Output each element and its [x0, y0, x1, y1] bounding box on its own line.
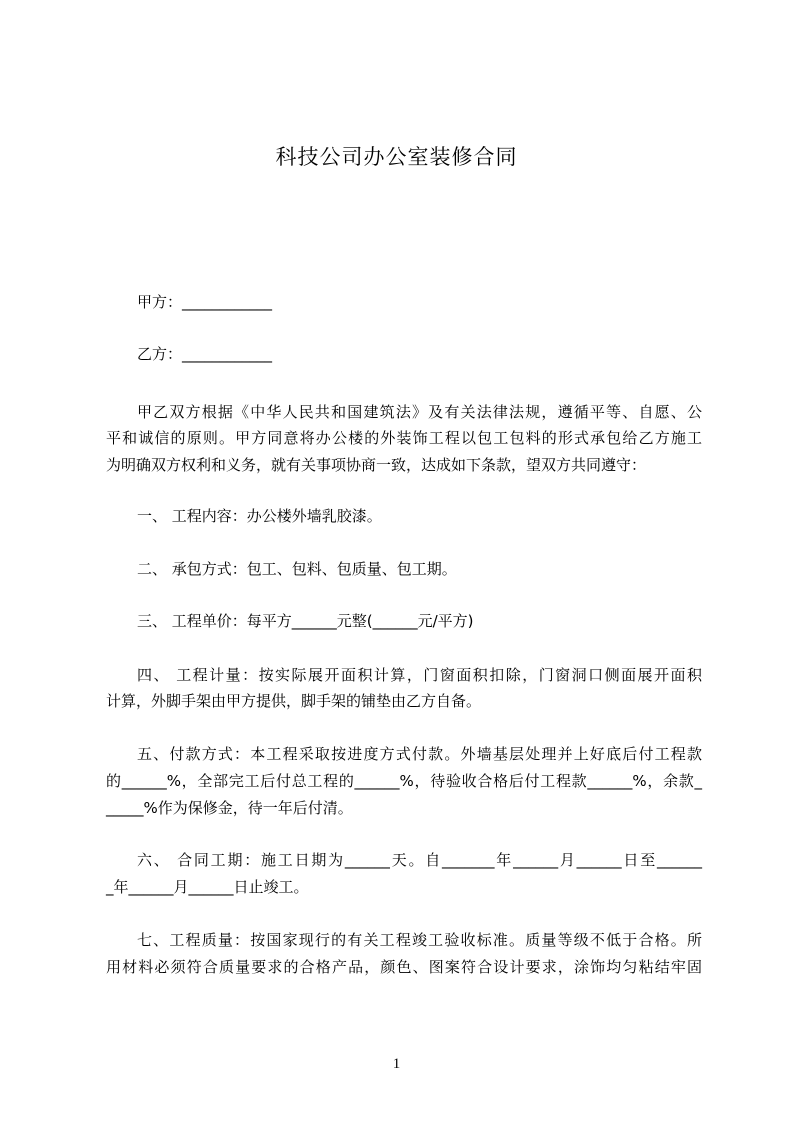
clause-7-line-1: 七、工程质量：按国家现行的有关工程竣工验收标准。质量等级不低于合格。所: [137, 931, 702, 949]
page-number: 1: [392, 1056, 401, 1072]
party-a-line: 甲方：____________: [137, 293, 273, 311]
clause-6-line-1: 六、 合同工期：施工日期为______天。自_______年______月______日至______: [137, 851, 702, 869]
document-title: 科技公司办公室装修合同: [275, 145, 518, 169]
clause-2-line: 二、 承包方式：包工、包料、包质量、包工期。: [137, 560, 457, 578]
clause-5-line-1: 五、付款方式：本工程采取按进度方式付款。外墙基层处理并上好底后付工程款: [137, 745, 702, 763]
party-b-line: 乙方：____________: [137, 345, 273, 363]
clause-5-line-2: 的______%，全部完工后付总工程的______%，待验收合格后付工程款______%，余款_: [106, 772, 702, 790]
preamble-line-3: 为明确双方权利和义务，就有关事项协商一致，达成如下条款，望双方共同遵守：: [106, 456, 647, 474]
preamble-line-1: 甲乙双方根据《中华人民共和国建筑法》及有关法律法规，遵循平等、自愿、公: [137, 403, 702, 421]
clause-3-line: 三、 工程单价：每平方______元整(______元/平方): [137, 612, 474, 630]
clause-7-line-2: 用材料必须符合质量要求的合格产品，颜色、图案符合设计要求，涂饰均匀粘结牢固: [106, 958, 702, 976]
preamble-line-2: 平和诚信的原则。甲方同意将办公楼的外装饰工程以包工包料的形式承包给乙方施工: [106, 429, 702, 447]
clause-4-line-2: 计算，外脚手架由甲方提供，脚手架的铺垫由乙方自备。: [106, 692, 482, 710]
clause-4-line-1: 四、 工程计量：按实际展开面积计算，门窗面积扣除，门窗洞口侧面展开面积: [137, 666, 702, 684]
clause-1-line: 一、 工程内容：办公楼外墙乳胶漆。: [137, 507, 382, 525]
clause-5-line-3: _____%作为保修金，待一年后付清。: [106, 799, 353, 817]
clause-6-line-2: _年______月______日止竣工。: [106, 878, 309, 896]
